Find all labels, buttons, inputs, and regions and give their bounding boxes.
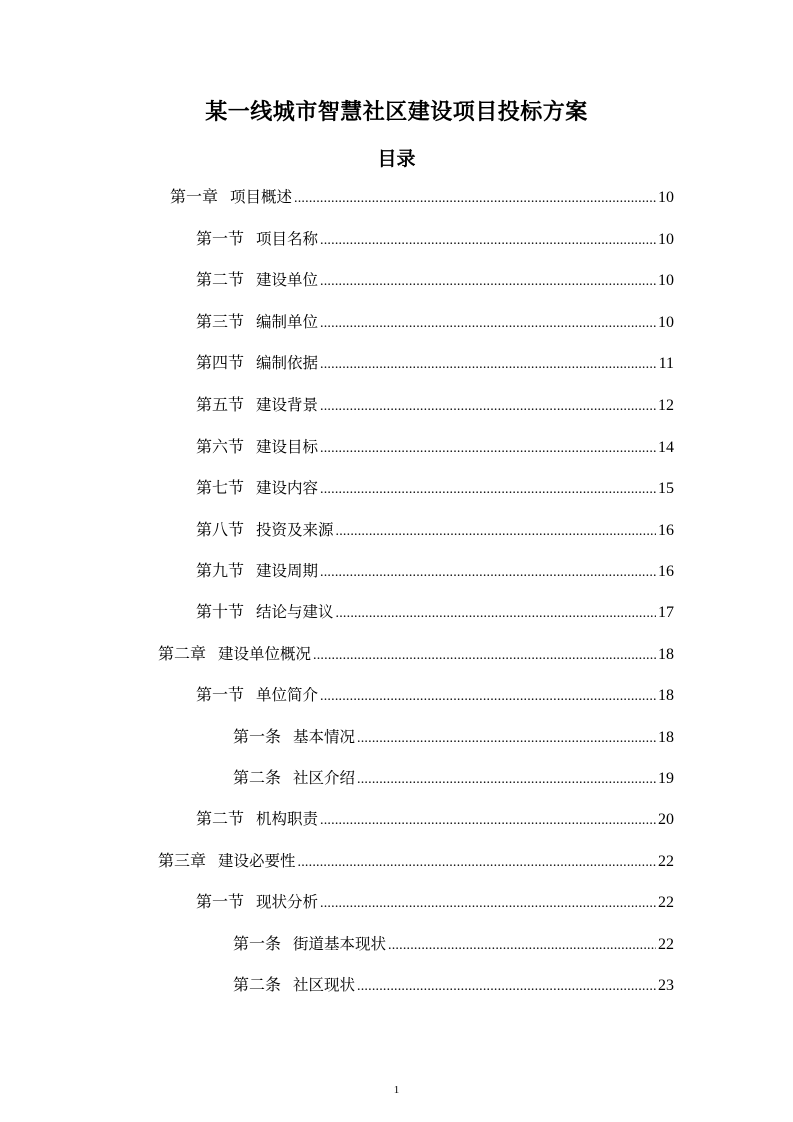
toc-entry-section[interactable] [196, 808, 674, 830]
toc-entry-page: 10 [658, 189, 674, 206]
toc-entry-page: 16 [658, 563, 674, 580]
toc-entry-page: 10 [658, 314, 674, 331]
toc-entry-number: 第八节 [196, 520, 245, 539]
toc-entry-section[interactable] [196, 311, 674, 333]
toc-entry-article[interactable] [233, 767, 674, 789]
toc-entry-number: 第一条 [233, 727, 282, 746]
toc-dot-leader [388, 935, 656, 957]
toc-entry-label: 建设单位概况 [218, 645, 312, 663]
toc-entry-label: 投资及来源 [256, 521, 334, 539]
toc-entry-label: 建设背景 [256, 396, 319, 414]
toc-entry-number: 第二章 [158, 644, 207, 663]
toc-entry-label: 编制单位 [256, 313, 319, 331]
toc-dot-leader [320, 479, 656, 501]
toc-heading: 目录 [377, 148, 416, 170]
toc-dot-leader [336, 521, 656, 543]
toc-entry-section[interactable] [196, 684, 674, 706]
toc-entry-label: 街道基本现状 [293, 935, 387, 953]
toc-entry-page: 22 [658, 936, 674, 953]
toc-entry-page: 22 [658, 853, 674, 870]
toc-entry-number: 第十节 [196, 602, 245, 621]
toc-entry-section[interactable] [196, 269, 674, 291]
toc-entry-section[interactable] [196, 601, 674, 623]
toc-entry-number: 第二节 [196, 809, 245, 828]
toc-entry-number: 第一章 [170, 187, 219, 206]
toc-entry-page: 16 [658, 522, 674, 539]
toc-dot-leader [320, 313, 656, 335]
toc-entry-number: 第一节 [196, 892, 245, 911]
toc-entry-label: 社区介绍 [293, 769, 356, 787]
toc-entry-page: 12 [658, 397, 674, 414]
toc-entry-section[interactable] [196, 436, 674, 458]
toc-entry-page: 15 [658, 480, 674, 497]
toc-dot-leader [336, 603, 656, 625]
toc-dot-leader [320, 686, 656, 708]
toc-dot-leader [320, 396, 656, 418]
toc-entry-label: 社区现状 [293, 976, 356, 994]
toc-dot-leader [357, 769, 656, 791]
toc-dot-leader [320, 354, 657, 376]
toc-entry-chapter[interactable] [158, 643, 674, 665]
toc-dot-leader [320, 810, 656, 832]
toc-entry-label: 建设周期 [256, 562, 319, 580]
toc-entry-article[interactable] [233, 974, 674, 996]
toc-entry-article[interactable] [233, 726, 674, 748]
toc-entry-number: 第一条 [233, 934, 282, 953]
toc-entry-article[interactable] [233, 933, 674, 955]
toc-entry-label: 建设目标 [256, 438, 319, 456]
toc-entry-section[interactable] [196, 394, 674, 416]
toc-entry-number: 第三节 [196, 312, 245, 331]
toc-entry-number: 第五节 [196, 395, 245, 414]
toc-entry-number: 第三章 [158, 851, 207, 870]
toc-dot-leader [320, 230, 656, 252]
toc-entry-page: 18 [658, 646, 674, 663]
toc-entry-chapter[interactable] [158, 850, 674, 872]
toc-dot-leader [320, 562, 656, 584]
toc-entry-page: 10 [658, 272, 674, 289]
toc-entry-page: 20 [658, 811, 674, 828]
toc-entry-chapter[interactable] [170, 186, 674, 208]
toc-entry-label: 项目名称 [256, 230, 319, 248]
toc-entry-page: 14 [658, 439, 674, 456]
toc-entry-number: 第四节 [196, 353, 245, 372]
toc-entry-number: 第九节 [196, 561, 245, 580]
toc-entry-label: 建设单位 [256, 271, 319, 289]
toc-entry-page: 10 [658, 231, 674, 248]
toc-entry-label: 建设必要性 [218, 852, 296, 870]
toc-dot-leader [320, 438, 656, 460]
toc-entry-section[interactable] [196, 519, 674, 541]
toc-entry-page: 11 [658, 355, 674, 372]
toc-dot-leader [294, 188, 656, 210]
toc-entry-page: 17 [658, 604, 674, 621]
toc-entry-number: 第一节 [196, 229, 245, 248]
toc-entry-number: 第二条 [233, 768, 282, 787]
toc-entry-label: 基本情况 [293, 728, 356, 746]
toc-dot-leader [320, 893, 656, 915]
toc-dot-leader [357, 728, 656, 750]
toc-entry-page: 19 [658, 770, 674, 787]
toc-entry-page: 18 [658, 729, 674, 746]
toc-entry-label: 编制依据 [256, 354, 319, 372]
toc-entry-section[interactable] [196, 352, 674, 374]
toc-entry-number: 第七节 [196, 478, 245, 497]
toc-entry-section[interactable] [196, 891, 674, 913]
toc-entry-label: 结论与建议 [256, 603, 334, 621]
toc-entry-number: 第一节 [196, 685, 245, 704]
toc-dot-leader [320, 271, 656, 293]
toc-dot-leader [298, 852, 656, 874]
toc-entry-label: 现状分析 [256, 893, 319, 911]
toc-entry-page: 22 [658, 894, 674, 911]
toc-entry-label: 项目概述 [230, 188, 293, 206]
document-title: 某一线城市智慧社区建设项目投标方案 [205, 100, 588, 125]
toc-entry-number: 第六节 [196, 437, 245, 456]
toc-entry-label: 单位简介 [256, 686, 319, 704]
toc-entry-section[interactable] [196, 228, 674, 250]
toc-entry-page: 23 [658, 977, 674, 994]
page-number: 1 [393, 1084, 400, 1096]
toc-entry-label: 机构职责 [256, 810, 319, 828]
toc-entry-label: 建设内容 [256, 479, 319, 497]
toc-dot-leader [357, 976, 656, 998]
toc-entry-number: 第二节 [196, 270, 245, 289]
toc-dot-leader [313, 645, 656, 667]
toc-entry-section[interactable] [196, 477, 674, 499]
toc-entry-section[interactable] [196, 560, 674, 582]
toc-entry-page: 18 [658, 687, 674, 704]
toc-entry-number: 第二条 [233, 975, 282, 994]
